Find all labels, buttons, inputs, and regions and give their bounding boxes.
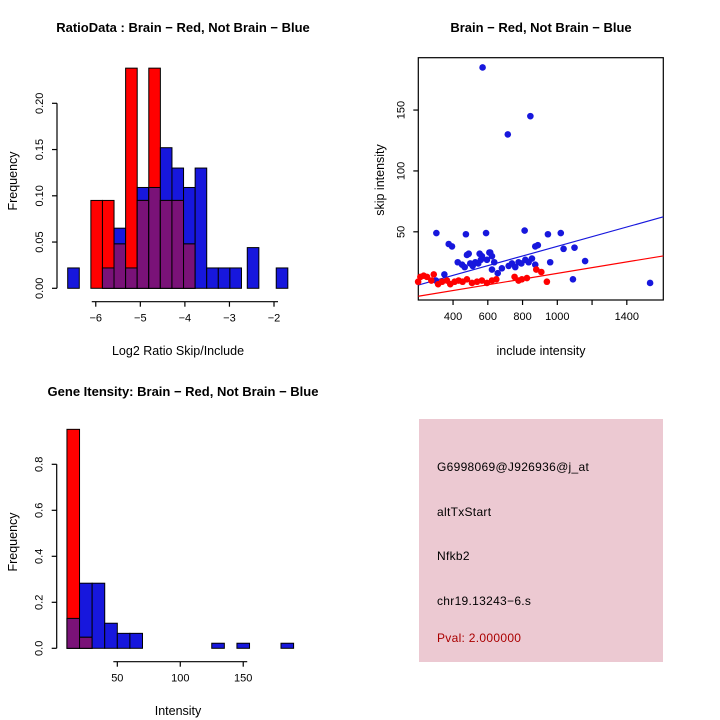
bar-blue — [68, 268, 80, 288]
y-tick-label: 150 — [395, 100, 408, 120]
ratio-histogram-plot — [0, 0, 360, 360]
bar-overlap — [172, 200, 184, 288]
scatter-point-blue — [441, 271, 448, 278]
scatter-point-blue — [570, 276, 577, 283]
scatter-points — [415, 64, 654, 287]
ratio-histogram-yaxis-label: Frequency — [6, 151, 20, 211]
scatter-point-blue — [478, 257, 485, 264]
bar-blue — [105, 623, 118, 648]
x-tick-label: 100 — [171, 672, 190, 685]
bar-overlap — [184, 244, 196, 288]
bar-overlap — [102, 268, 114, 288]
bar-overlap — [126, 268, 138, 288]
scatter-point-blue — [483, 230, 490, 237]
bar-blue — [92, 583, 105, 648]
histogram-bars — [68, 68, 288, 288]
x-tick-label: 400 — [443, 311, 463, 323]
gene-histogram-plot — [0, 360, 360, 720]
bar-blue — [130, 633, 143, 648]
scatter-point-blue — [582, 258, 589, 265]
y-tick-label: 0.10 — [34, 185, 46, 207]
scatter-point-blue — [499, 265, 506, 272]
x-tick-label: −4 — [178, 312, 192, 325]
y-tick-label: 0.05 — [34, 231, 46, 253]
x-tick-label: 1400 — [614, 311, 640, 323]
x-tick-label: 150 — [234, 672, 253, 685]
scatter-point-blue — [484, 257, 491, 264]
bar-blue — [117, 633, 130, 648]
x-tick-label: 800 — [513, 311, 532, 323]
scatter-point-blue — [479, 64, 486, 71]
scatter-panel — [360, 0, 720, 360]
x-tick-label: −3 — [223, 312, 236, 325]
scatter-point-blue — [557, 230, 564, 237]
bar-overlap — [137, 200, 149, 288]
bar-blue — [195, 168, 207, 288]
x-tick-label: −2 — [267, 312, 281, 325]
bar-overlap — [80, 637, 93, 648]
scatter-point-blue — [491, 259, 498, 266]
y-tick-label: 0.4 — [33, 548, 46, 564]
bar-overlap — [160, 200, 172, 288]
bar-blue — [212, 643, 225, 648]
gene-histogram-panel — [0, 360, 360, 720]
gene-histogram-title: Gene Itensity: Brain − Red, Not Brain − Blue — [47, 384, 319, 399]
ratio-histogram-title: RatioData : Brain − Red, Not Brain − Blue — [56, 20, 310, 35]
scatter-point-red — [544, 278, 551, 285]
bar-blue — [230, 268, 242, 288]
histogram-bars — [67, 429, 294, 648]
gene-histogram-yaxis-label: Frequency — [6, 512, 20, 572]
scatter-point-blue — [521, 227, 528, 234]
ratio-histogram-panel — [0, 0, 360, 360]
scatter-point-blue — [529, 255, 536, 262]
scatter-point-blue — [433, 230, 440, 237]
y-tick-label: 50 — [395, 225, 408, 238]
scatter-point-blue — [489, 266, 496, 273]
y-tick-label: 0.2 — [33, 594, 46, 610]
probe-id-text: G6998069@J926936@j_at — [437, 460, 590, 474]
scatter-point-red — [428, 277, 435, 284]
y-tick-label: 0.0 — [33, 640, 46, 656]
scatter-point-red — [430, 271, 437, 278]
bar-blue — [207, 268, 219, 288]
y-tick-label: 0.20 — [34, 92, 46, 115]
bar-overlap — [114, 244, 126, 288]
gene-info-box — [419, 419, 663, 662]
bar-blue — [276, 268, 288, 288]
bar-red — [91, 200, 103, 288]
scatter-point-blue — [560, 246, 567, 253]
x-tick-label: 1000 — [545, 311, 570, 323]
gene-histogram-xaxis-label: Intensity — [154, 704, 202, 718]
y-tick-label: 0.15 — [34, 138, 46, 161]
x-tick-label: 600 — [478, 311, 497, 323]
splice-type-text: altTxStart — [437, 505, 492, 519]
scatter-point-blue — [571, 244, 578, 251]
y-tick-label: 0.8 — [33, 456, 46, 472]
scatter-point-blue — [527, 113, 534, 120]
scatter-point-red — [524, 275, 531, 282]
bar-blue — [237, 643, 250, 648]
scatter-point-blue — [461, 264, 468, 271]
scatter-point-blue — [504, 131, 511, 138]
scatter-point-blue — [545, 231, 552, 238]
locus-text: chr19.13243−6.s — [437, 594, 532, 608]
bar-blue — [247, 248, 259, 289]
y-tick-label: 0.00 — [34, 277, 46, 300]
scatter-point-red — [493, 276, 500, 283]
scatter-point-blue — [463, 231, 470, 238]
scatter-point-blue — [464, 252, 471, 259]
ratio-histogram-xaxis-label: Log2 Ratio Skip/Include — [111, 344, 245, 358]
scatter-point-blue — [535, 242, 542, 249]
y-tick-label: 0.6 — [33, 502, 46, 518]
scatter-yaxis-label: skip intensity — [373, 144, 387, 216]
bar-blue — [281, 643, 294, 648]
bar-red — [126, 68, 138, 288]
bar-red — [67, 429, 80, 648]
x-tick-label: −6 — [89, 312, 103, 325]
scatter-point-blue — [547, 259, 554, 266]
scatter-point-blue — [449, 243, 456, 250]
scatter-xaxis-label: include intensity — [496, 344, 586, 358]
bar-overlap — [67, 618, 80, 648]
bar-overlap — [149, 187, 161, 288]
scatter-point-blue — [647, 280, 654, 287]
y-tick-label: 100 — [395, 161, 408, 181]
gene-name-text: Nfkb2 — [437, 549, 470, 563]
scatter-title: Brain − Red, Not Brain − Blue — [450, 20, 632, 35]
info-panel — [360, 360, 720, 720]
x-tick-label: 50 — [111, 672, 124, 685]
scatter-point-red — [538, 269, 545, 276]
x-tick-label: −5 — [134, 312, 147, 325]
bar-blue — [218, 268, 230, 288]
pval-text: Pval: 2.000000 — [437, 631, 522, 645]
scatter-plot — [360, 0, 720, 360]
